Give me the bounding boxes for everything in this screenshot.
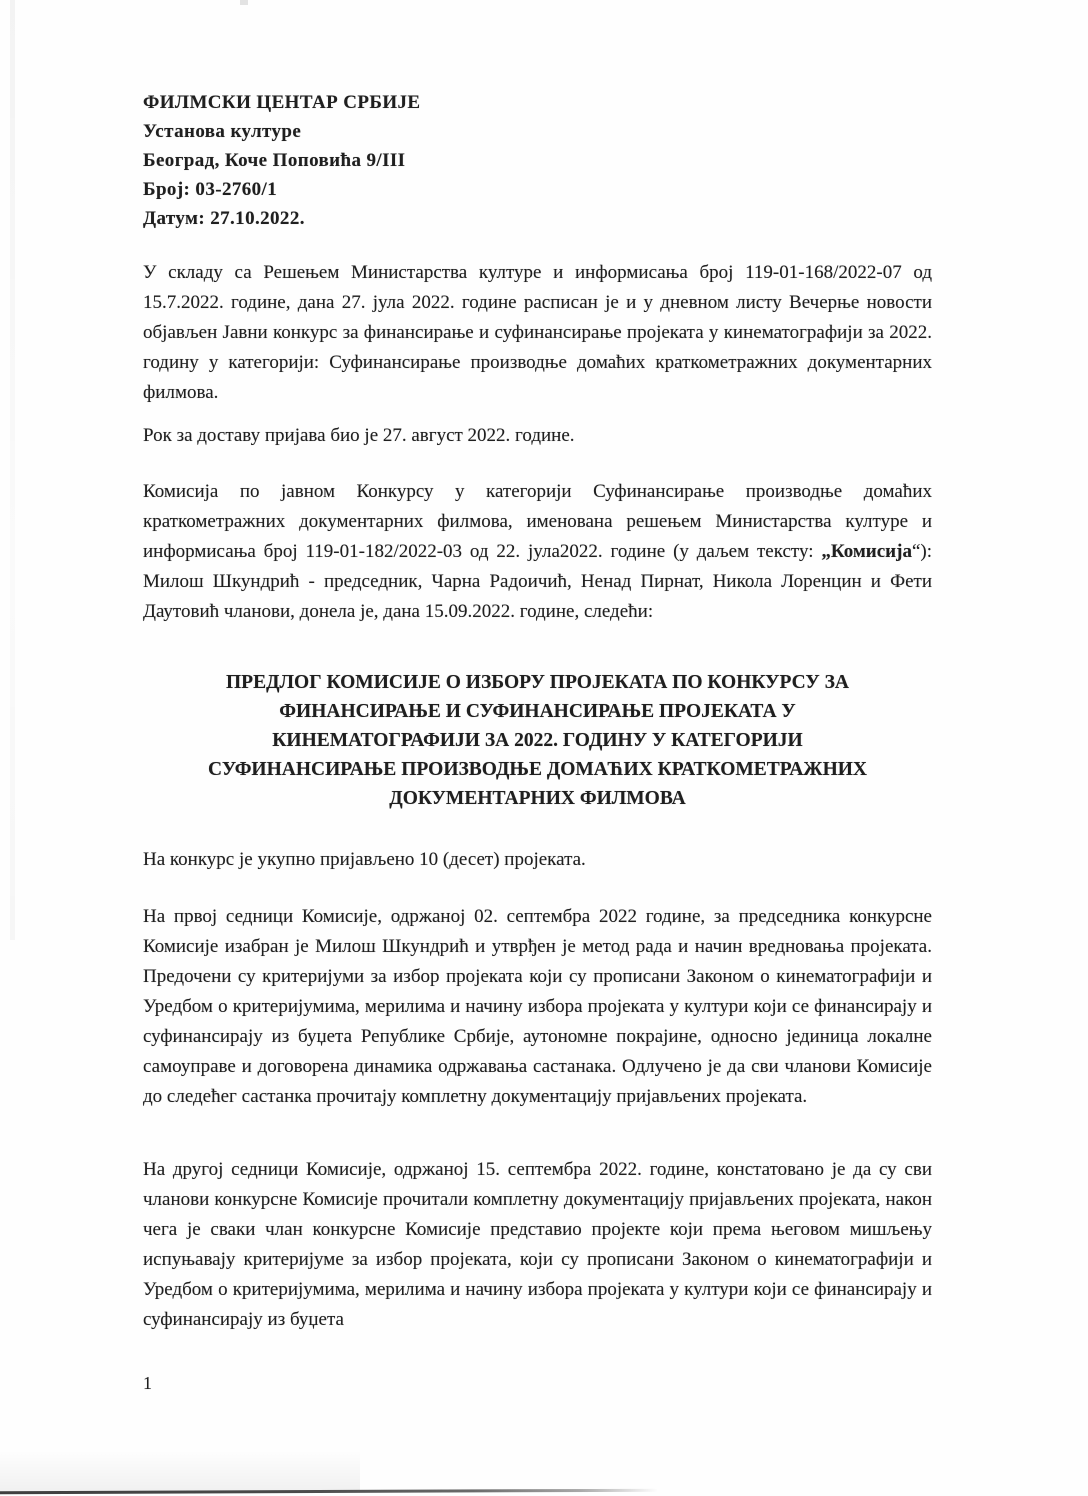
paragraph-public-call: У складу са Решењем Министарства културе и информисања број 119-01-168/2022-07 од 15.7.2022. године, дана 27. јула 2022. године расписан је и у дневном листу Вечерње новости објављен Јавни конкурс за финансирање и суфинансирање пројеката у кинематографији за 2022. годину у категорији: Суфинансирање производње домаћих краткометражних документарних филмова. — [143, 262, 932, 403]
page-number: 1 — [143, 1373, 152, 1393]
proposal-title-line: ДОКУМЕНТАРНИХ ФИЛМОВА — [389, 788, 686, 809]
proposal-title-line: ПРЕДЛОГ КОМИСИЈЕ О ИЗБОРУ ПРОЈЕКАТА ПО КОНКУРСУ ЗА — [226, 672, 849, 693]
paragraph-second-session: На другој седници Комисије, одржаној 15. септембра 2022. године, констатовано је да су сви чланови конкурсне Комисије прочитали комплетну документацију пријављених пројеката, након чега је сваки члан конкурсне Комисије представио пројекте који према његовом мишљењу испуњавају критеријуме за избор пројеката, који су прописани Законом о кинематографији и Уредбом о критеријумима, мерилима и начину избора пројеката у култури који се финансирају и суфинансирају из буџета — [143, 1159, 932, 1330]
commission-text-after: “): Милош Шкундрић - председник, Чарна Радоичић, Ненад Пирнат, Никола Лоренцин и Фети Даутовић чланови, донела је, дана 15.09.2022. године, следећи: — [143, 541, 932, 622]
proposal-title — [143, 668, 932, 813]
paragraph-total-applications: На конкурс је укупно пријављено 10 (десет) пројеката. — [143, 849, 586, 870]
paragraph-first-session: На првој седници Комисије, одржаној 02. септембра 2022 године, за председника конкурсне Комисије изабран је Милош Шкундрић и утврђен је метод рада и начин вредновања пројеката. Предочени су критеријуми за избор пројеката који су прописани Законом о кинематографији и Уредбом о критеријумима, мерилима и начину избора пројеката у култури који се финансирају и суфинансирају из буџета Републике Србије, аутономне покрајине, односно јединица локалне самоуправе и договорена динамика одржавања састанака. Одлучено је да сви чланови Комисије до следећег састанка прочитају комплетну документацију пријављених пројеката. — [143, 906, 932, 1107]
doc-number: Број: 03-2760/1 — [143, 179, 278, 200]
org-address: Београд, Коче Поповића 9/III — [143, 150, 406, 171]
doc-date: Датум: 27.10.2022. — [143, 208, 305, 229]
document-content — [143, 0, 932, 1496]
commission-text-before: Комисија по јавном Конкурсу у категорији Суфинансирање производње домаћих краткометражних документарних филмова, именована решењем Министарства културе и информисања број 119-01-182/2022-03 од 22. јула2022. године (у даљем тексту: — [143, 481, 932, 562]
commission-term-bold: „Комисија — [821, 541, 912, 562]
org-name: ФИЛМСКИ ЦЕНТАР СРБИЈЕ — [143, 92, 421, 113]
proposal-title-line: КИНЕМАТОГРАФИЈИ ЗА 2022. ГОДИНУ У КАТЕГОРИЈИ — [272, 730, 803, 751]
org-type: Установа културе — [143, 121, 302, 142]
paragraph-deadline: Рок за доставу пријава био је 27. август 2022. године. — [143, 425, 575, 446]
scan-edge-artifact-left — [10, 0, 15, 940]
proposal-title-line: ФИНАНСИРАЊЕ И СУФИНАНСИРАЊЕ ПРОЈЕКАТА У — [279, 701, 796, 722]
proposal-title-line: СУФИНАНСИРАЊЕ ПРОИЗВОДЊЕ ДОМАЋИХ КРАТКОМЕТРАЖНИХ — [208, 759, 867, 780]
paragraph-commission — [143, 477, 932, 627]
letterhead — [143, 88, 421, 233]
